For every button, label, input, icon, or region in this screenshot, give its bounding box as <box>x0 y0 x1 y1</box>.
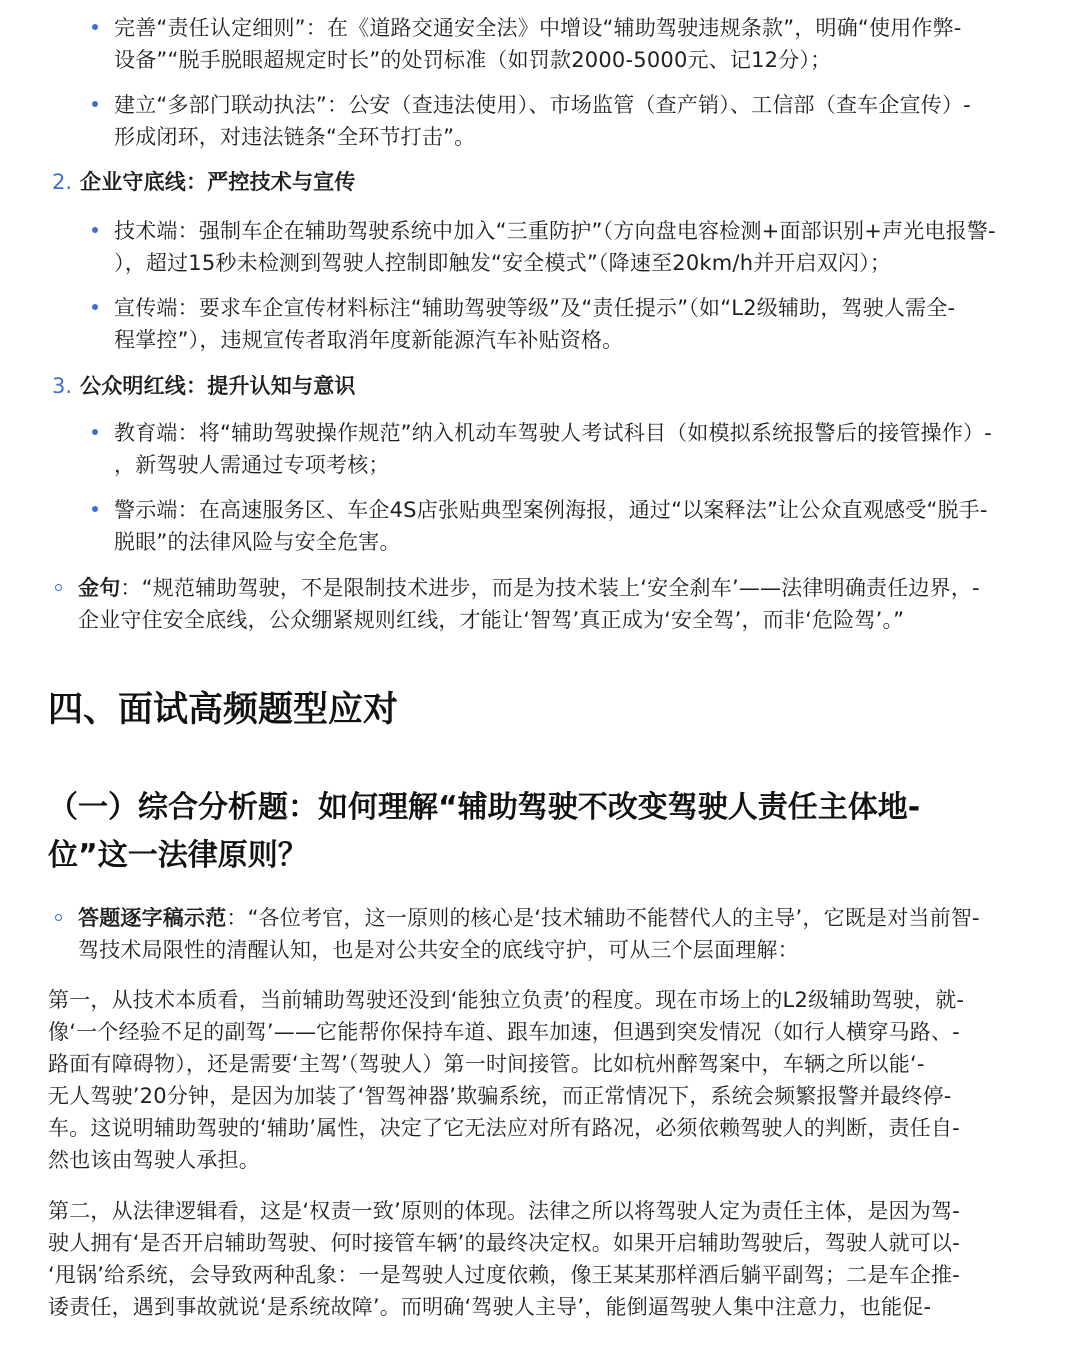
bullet-dot <box>92 227 98 233</box>
bullet-text-line: ），超过15秒未检测到驾驶人控制即触发“安全模式”（降速至20km/h并开启双闪）； <box>114 251 892 275</box>
bullet-dot <box>92 429 98 435</box>
bullet-circle <box>55 584 62 591</box>
golden-sentence-label: 金句 <box>78 576 121 600</box>
section-heading: 四、面试高频题型应对 <box>48 690 399 730</box>
subsection-heading: 位”这一法律原则？ <box>48 838 308 873</box>
bullet-text-line: 建立“多部门联动执法”：公安（查违法使用）、市场监管（查产销）、工信部（查车企宣传）- <box>114 93 971 117</box>
list-number: 2. <box>52 170 73 194</box>
paragraph-line: 驶人拥有‘是否开启辅助驾驶、何时接管车辆’的最终决定权。如果开启辅助驾驶后，驾驶人就可以- <box>48 1231 960 1255</box>
paragraph-line: 车。这说明辅助驾驶的‘辅助’属性，决定了它无法应对所有路况，必须依赖驾驶人的判断，责任自- <box>48 1116 960 1140</box>
bullet-text-line: 脱眼”的法律风险与安全危害。 <box>114 530 401 554</box>
bullet-text-line: 技术端：强制车企在辅助驾驶系统中加入“三重防护”（方向盘电容检测+面部识别+声光电报警- <box>114 219 996 243</box>
paragraph-line: 无人驾驶’20分钟，是因为加装了‘智驾神器’欺骗系统，而正常情况下，系统会频繁报警并最终停- <box>48 1084 952 1108</box>
bullet-text-line: 形成闭环，对违法链条“全环节打击”。 <box>114 125 476 149</box>
paragraph-line: ‘甩锅’给系统，会导致两种乱象：一是驾驶人过度依赖，像王某某那样酒后躺平副驾；二是车企推- <box>48 1263 960 1287</box>
answer-line: 驾技术局限性的清醒认知，也是对公共安全的底线守护，可从三个层面理解： <box>78 938 799 962</box>
subsection-heading: （一）综合分析题：如何理解“辅助驾驶不改变驾驶人责任主体地- <box>48 790 921 825</box>
answer-text: ：“各位考官，这一原则的核心是‘技术辅助不能替代人的主导’，它既是对当前智- <box>226 906 980 930</box>
list-item-title: 公众明红线：提升认知与意识 <box>80 374 356 398</box>
answer-label: 答题逐字稿示范 <box>78 906 227 930</box>
golden-sentence-line <box>78 572 980 604</box>
bullet-dot <box>92 506 98 512</box>
bullet-text-line: 宣传端：要求车企宣传材料标注“辅助驾驶等级”及“责任提示”（如“L2级辅助，驾驶人需全- <box>114 296 956 320</box>
paragraph-line: 然也该由驾驶人承担。 <box>48 1148 260 1172</box>
paragraph-line: 路面有障碍物），还是需要‘主驾’（驾驶人）第一时间接管。比如杭州醉驾案中，车辆之所以能‘- <box>48 1052 925 1076</box>
paragraph-line: 诿责任，遇到事故就说‘是系统故障’。而明确‘驾驶人主导’，能倒逼驾驶人集中注意力，也能促- <box>48 1295 932 1319</box>
golden-sentence-line: 企业守住安全底线，公众绷紧规则红线，才能让‘智驾’真正成为‘安全驾’，而非‘危险驾’。” <box>78 608 905 632</box>
bullet-text-line: 设备”“脱手脱眼超规定时长”的处罚标准（如罚款2000-5000元、记12分）； <box>114 48 832 72</box>
bullet-text-line: 警示端：在高速服务区、车企4S店张贴典型案例海报，通过“以案释法”让公众直观感受“脱手- <box>114 498 988 522</box>
paragraph-line: 第一，从技术本质看，当前辅助驾驶还没到‘能独立负责’的程度。现在市场上的L2级辅助驾驶，就- <box>48 988 965 1012</box>
bullet-circle <box>55 914 62 921</box>
bullet-text-line: 程掌控”），违规宣传者取消年度新能源汽车补贴资格。 <box>114 328 624 352</box>
bullet-dot <box>92 24 98 30</box>
list-item-title: 企业守底线：严控技术与宣传 <box>80 170 356 194</box>
answer-line <box>78 902 980 934</box>
bullet-text-line: 教育端：将“辅助驾驶操作规范”纳入机动车驾驶人考试科目（如模拟系统报警后的接管操作）- <box>114 421 992 445</box>
bullet-text-line: ，新驾驶人需通过专项考核； <box>114 453 390 477</box>
bullet-dot <box>92 304 98 310</box>
list-number: 3. <box>52 374 73 398</box>
golden-sentence-text: ：“规范辅助驾驶，不是限制技术进步，而是为技术装上‘安全刹车’——法律明确责任边界，- <box>120 576 980 600</box>
paragraph-line: 像‘一个经验不足的副驾’——它能帮你保持车道、跟车加速，但遇到突发情况（如行人横穿马路、- <box>48 1020 960 1044</box>
bullet-text-line: 完善“责任认定细则”：在《道路交通安全法》中增设“辅助驾驶违规条款”，明确“使用作弊- <box>114 16 962 40</box>
bullet-dot <box>92 101 98 107</box>
paragraph-line: 第二，从法律逻辑看，这是‘权责一致’原则的体现。法律之所以将驾驶人定为责任主体，是因为驾- <box>48 1199 960 1223</box>
